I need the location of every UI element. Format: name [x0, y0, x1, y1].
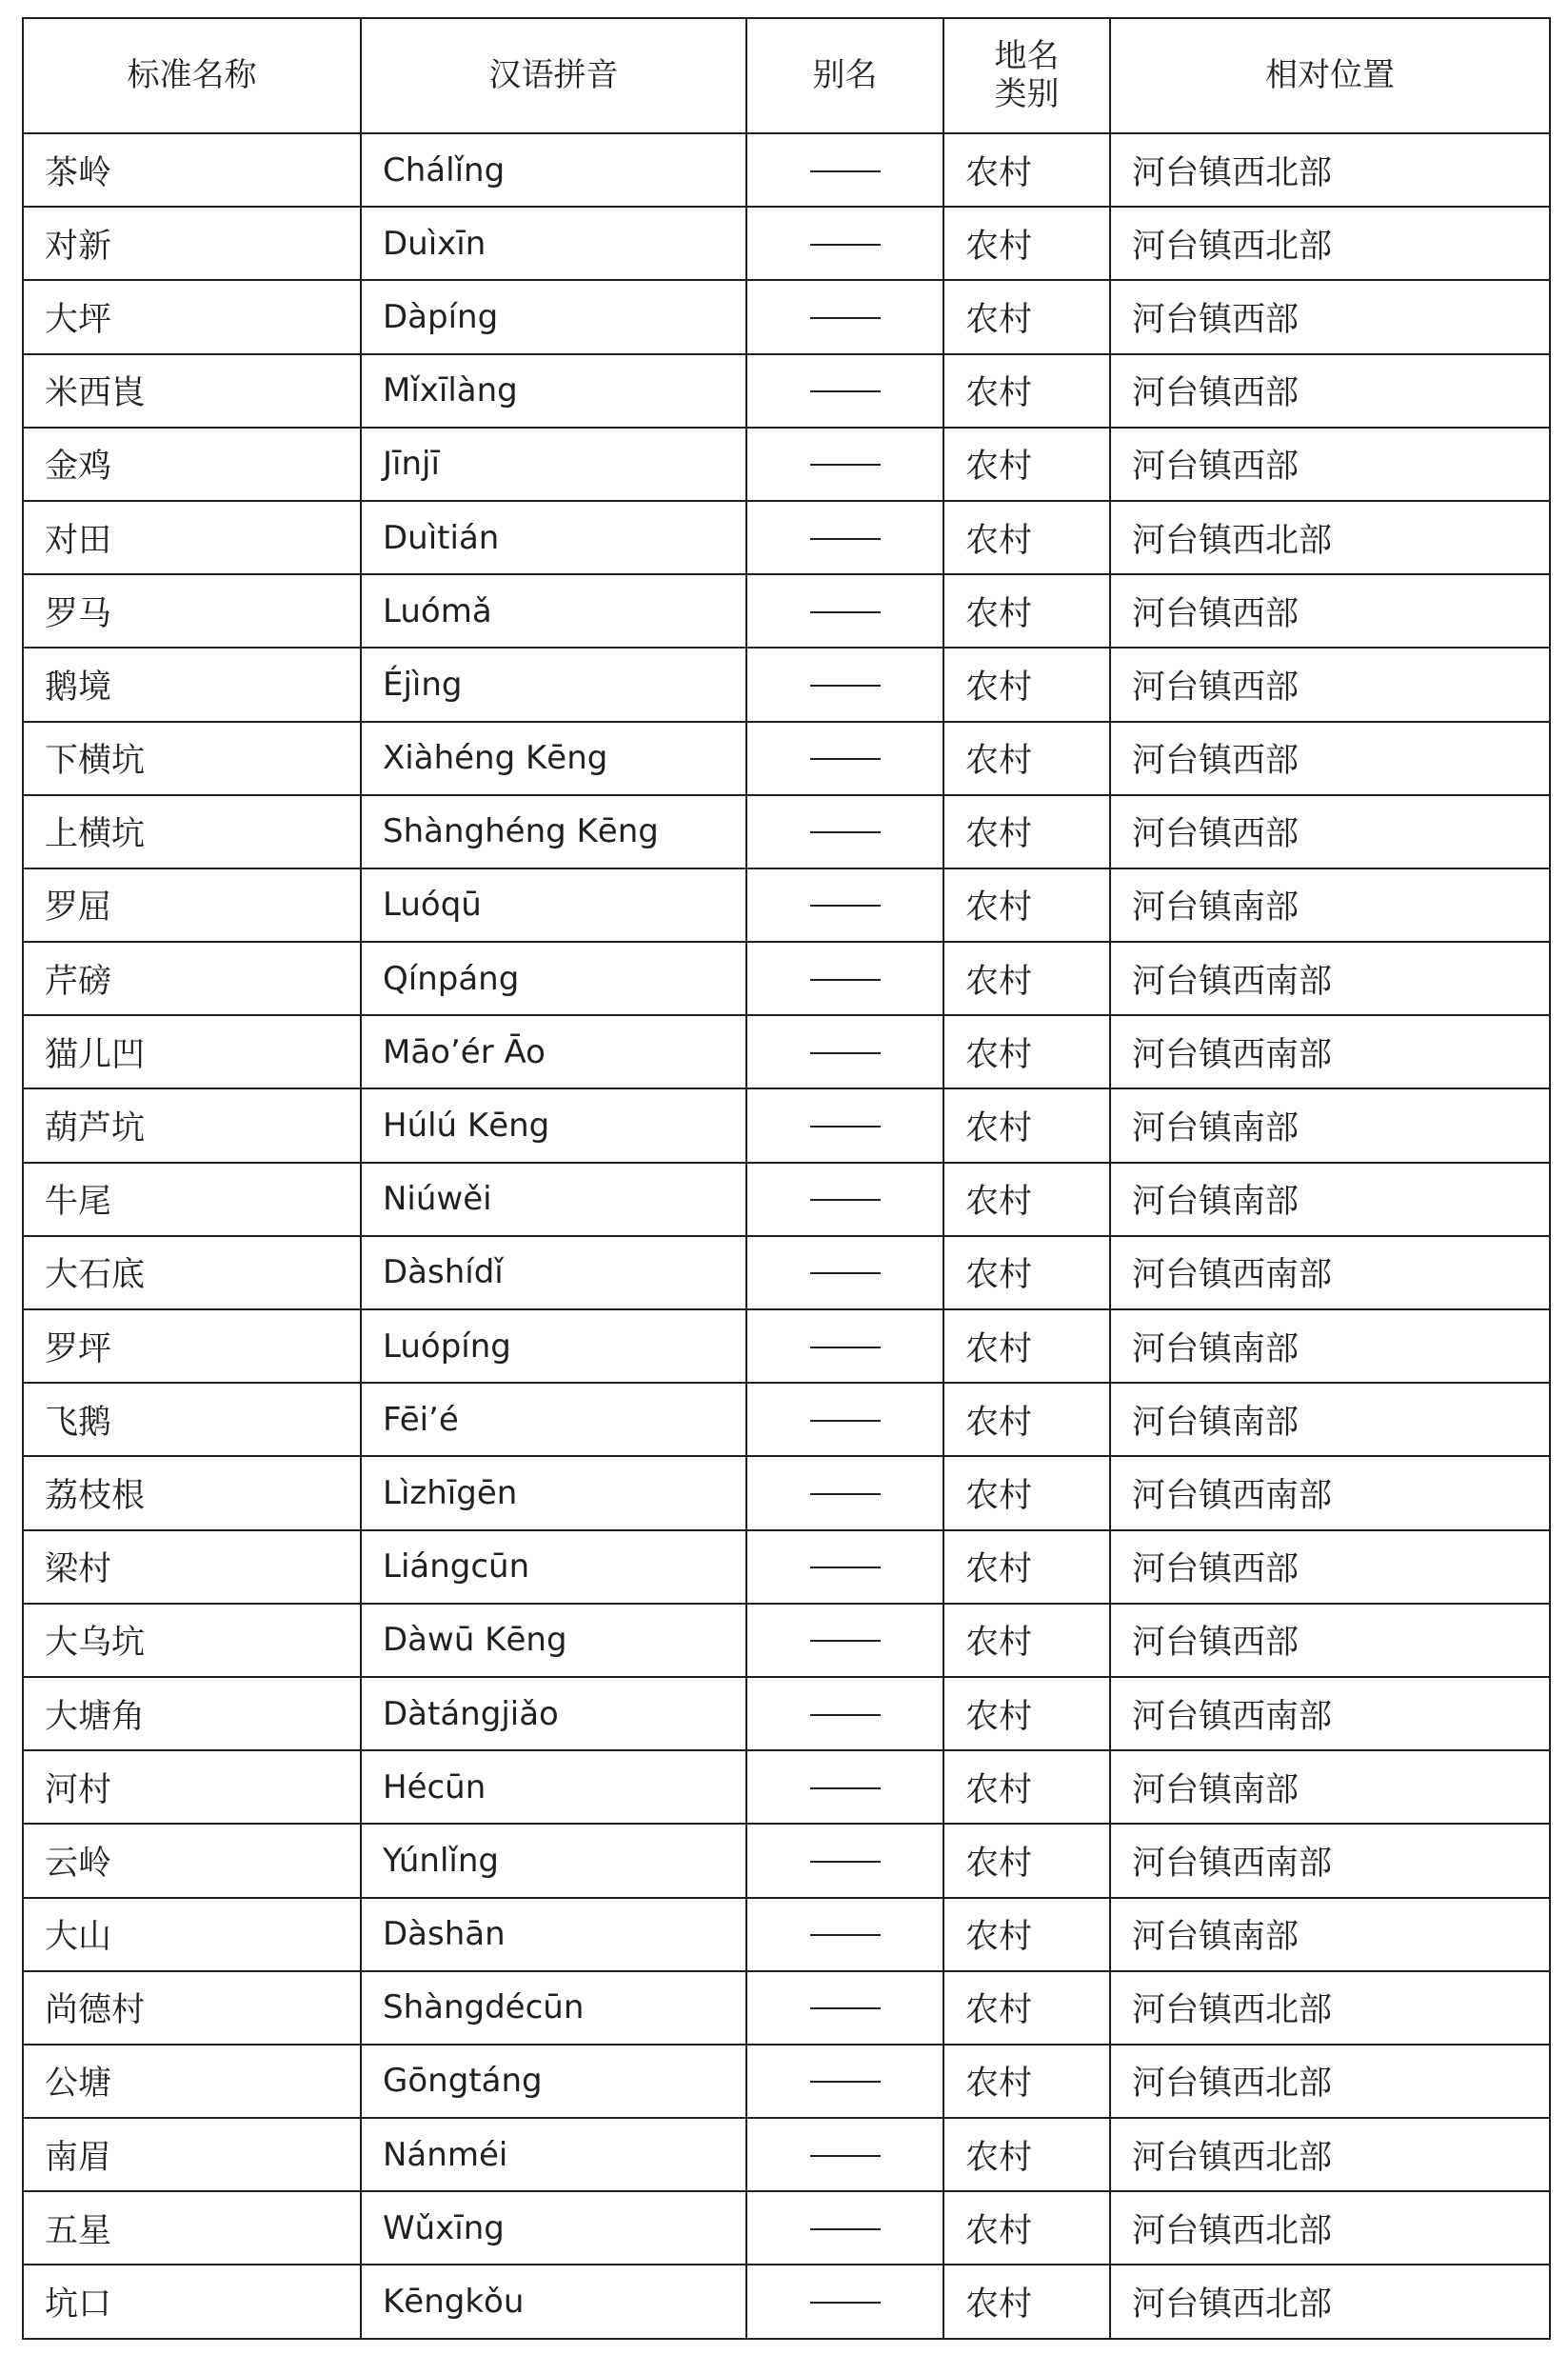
cell-alias	[746, 2118, 943, 2191]
cell-category: 农村	[943, 648, 1110, 721]
alias-dash	[810, 1714, 881, 1716]
cell-alias	[746, 1824, 943, 1897]
table-row	[23, 1309, 1550, 1383]
table-row	[23, 1750, 1550, 1824]
header-category-line2: 类别	[994, 74, 1060, 113]
table-row	[23, 1677, 1550, 1750]
cell-standard-name: 梁村	[23, 1530, 361, 1604]
alias-dash	[810, 317, 881, 319]
cell-pinyin: Māo’ér Āo	[361, 1015, 746, 1088]
cell-pinyin: Mǐxīlàng	[361, 354, 746, 428]
cell-location: 河台镇西南部	[1110, 1015, 1550, 1088]
alias-dash	[810, 979, 881, 981]
cell-alias	[746, 354, 943, 428]
cell-category: 农村	[943, 942, 1110, 1015]
cell-pinyin: Dàtángjiǎo	[361, 1677, 746, 1750]
cell-location: 河台镇西北部	[1110, 1971, 1550, 2045]
cell-alias	[746, 428, 943, 501]
cell-location: 河台镇西部	[1110, 722, 1550, 795]
cell-pinyin: Gōngtáng	[361, 2045, 746, 2118]
table-row	[23, 1163, 1550, 1236]
alias-dash	[810, 611, 881, 613]
cell-location: 河台镇西南部	[1110, 1824, 1550, 1897]
cell-location: 河台镇西部	[1110, 795, 1550, 868]
cell-alias	[746, 1750, 943, 1824]
cell-alias	[746, 2265, 943, 2338]
cell-pinyin: Dàshān	[361, 1898, 746, 1971]
cell-location: 河台镇南部	[1110, 868, 1550, 942]
cell-category: 农村	[943, 1677, 1110, 1750]
cell-location: 河台镇西部	[1110, 574, 1550, 648]
cell-location: 河台镇西北部	[1110, 2118, 1550, 2191]
alias-dash	[810, 1420, 881, 1422]
cell-standard-name: 坑口	[23, 2265, 361, 2338]
cell-alias	[746, 795, 943, 868]
alias-dash	[810, 831, 881, 833]
cell-alias	[746, 868, 943, 942]
cell-location: 河台镇西北部	[1110, 133, 1550, 207]
cell-category: 农村	[943, 1530, 1110, 1604]
table-row	[23, 1530, 1550, 1604]
cell-category: 农村	[943, 795, 1110, 868]
alias-dash	[810, 1640, 881, 1642]
table-row	[23, 1604, 1550, 1677]
cell-standard-name: 大山	[23, 1898, 361, 1971]
alias-dash	[810, 1934, 881, 1936]
cell-standard-name: 茶岭	[23, 133, 361, 207]
cell-standard-name: 葫芦坑	[23, 1088, 361, 1162]
cell-alias	[746, 207, 943, 280]
cell-pinyin: Yúnlǐng	[361, 1824, 746, 1897]
cell-alias	[746, 1898, 943, 1971]
cell-category: 农村	[943, 1088, 1110, 1162]
cell-pinyin: Chálǐng	[361, 133, 746, 207]
cell-alias	[746, 1236, 943, 1309]
cell-pinyin: Qínpáng	[361, 942, 746, 1015]
cell-standard-name: 荔枝根	[23, 1456, 361, 1529]
cell-alias	[746, 1677, 943, 1750]
alias-dash	[810, 2228, 881, 2230]
cell-alias	[746, 1456, 943, 1529]
cell-pinyin: Fēi’é	[361, 1383, 746, 1456]
alias-dash	[810, 170, 881, 172]
cell-standard-name: 金鸡	[23, 428, 361, 501]
alias-dash	[810, 538, 881, 540]
cell-alias	[746, 1971, 943, 2045]
header-location: 相对位置	[1110, 18, 1550, 133]
cell-alias	[746, 1309, 943, 1383]
table-row	[23, 722, 1550, 795]
header-standard-name: 标准名称	[23, 18, 361, 133]
cell-alias	[746, 942, 943, 1015]
cell-alias	[746, 2191, 943, 2265]
table-row	[23, 280, 1550, 353]
cell-pinyin: Shànghéng Kēng	[361, 795, 746, 868]
cell-standard-name: 五星	[23, 2191, 361, 2265]
cell-pinyin: Duìxīn	[361, 207, 746, 280]
alias-dash	[810, 2081, 881, 2083]
cell-standard-name: 芹磅	[23, 942, 361, 1015]
table-row	[23, 354, 1550, 428]
cell-standard-name: 下横坑	[23, 722, 361, 795]
table-row	[23, 648, 1550, 721]
cell-location: 河台镇西部	[1110, 280, 1550, 353]
cell-standard-name: 米西崀	[23, 354, 361, 428]
cell-location: 河台镇南部	[1110, 1383, 1550, 1456]
cell-alias	[746, 1163, 943, 1236]
cell-location: 河台镇西南部	[1110, 942, 1550, 1015]
table-row	[23, 1088, 1550, 1162]
cell-standard-name: 鹅境	[23, 648, 361, 721]
cell-location: 河台镇南部	[1110, 1309, 1550, 1383]
alias-dash	[810, 1199, 881, 1201]
cell-location: 河台镇南部	[1110, 1088, 1550, 1162]
cell-pinyin: Jīnjī	[361, 428, 746, 501]
cell-pinyin: Duìtián	[361, 501, 746, 574]
cell-location: 河台镇西北部	[1110, 2191, 1550, 2265]
table-row	[23, 2118, 1550, 2191]
cell-location: 河台镇南部	[1110, 1750, 1550, 1824]
alias-dash	[810, 1567, 881, 1568]
cell-location: 河台镇西部	[1110, 1530, 1550, 1604]
cell-location: 河台镇西北部	[1110, 207, 1550, 280]
cell-category: 农村	[943, 1750, 1110, 1824]
cell-location: 河台镇西北部	[1110, 2045, 1550, 2118]
table-body	[23, 133, 1550, 2339]
cell-standard-name: 上横坑	[23, 795, 361, 868]
header-row	[23, 18, 1550, 133]
cell-pinyin: Dàshídǐ	[361, 1236, 746, 1309]
alias-dash	[810, 758, 881, 760]
alias-dash	[810, 390, 881, 392]
cell-standard-name: 罗屈	[23, 868, 361, 942]
cell-pinyin: Éjìng	[361, 648, 746, 721]
table-row	[23, 574, 1550, 648]
cell-standard-name: 罗坪	[23, 1309, 361, 1383]
cell-alias	[746, 1604, 943, 1677]
table-row	[23, 428, 1550, 501]
table-header	[23, 18, 1550, 133]
table-row	[23, 795, 1550, 868]
cell-pinyin: Niúwěi	[361, 1163, 746, 1236]
cell-standard-name: 大坪	[23, 280, 361, 353]
table-row	[23, 1383, 1550, 1456]
cell-pinyin: Wǔxīng	[361, 2191, 746, 2265]
cell-location: 河台镇西部	[1110, 354, 1550, 428]
cell-pinyin: Xiàhéng Kēng	[361, 722, 746, 795]
cell-pinyin: Dàpíng	[361, 280, 746, 353]
cell-standard-name: 尚德村	[23, 1971, 361, 2045]
alias-dash	[810, 1126, 881, 1128]
cell-category: 农村	[943, 1236, 1110, 1309]
alias-dash	[810, 1347, 881, 1348]
cell-standard-name: 云岭	[23, 1824, 361, 1897]
cell-category: 农村	[943, 207, 1110, 280]
alias-dash	[810, 1272, 881, 1274]
cell-category: 农村	[943, 1898, 1110, 1971]
cell-location: 河台镇西南部	[1110, 1456, 1550, 1529]
cell-location: 河台镇西部	[1110, 428, 1550, 501]
cell-location: 河台镇西北部	[1110, 501, 1550, 574]
cell-category: 农村	[943, 868, 1110, 942]
cell-location: 河台镇西北部	[1110, 2265, 1550, 2338]
table-row	[23, 1824, 1550, 1897]
table-row	[23, 1236, 1550, 1309]
table-row	[23, 133, 1550, 207]
cell-category: 农村	[943, 2191, 1110, 2265]
cell-pinyin: Lìzhīgēn	[361, 1456, 746, 1529]
cell-pinyin: Shàngdécūn	[361, 1971, 746, 2045]
cell-standard-name: 对新	[23, 207, 361, 280]
cell-category: 农村	[943, 280, 1110, 353]
cell-category: 农村	[943, 2265, 1110, 2338]
cell-location: 河台镇西南部	[1110, 1677, 1550, 1750]
cell-alias	[746, 1530, 943, 1604]
cell-pinyin: Luópíng	[361, 1309, 746, 1383]
cell-category: 农村	[943, 1163, 1110, 1236]
alias-dash	[810, 905, 881, 907]
cell-category: 农村	[943, 1015, 1110, 1088]
cell-category: 农村	[943, 1604, 1110, 1677]
cell-pinyin: Kēngkǒu	[361, 2265, 746, 2338]
cell-standard-name: 河村	[23, 1750, 361, 1824]
cell-pinyin: Dàwū Kēng	[361, 1604, 746, 1677]
cell-category: 农村	[943, 133, 1110, 207]
cell-alias	[746, 280, 943, 353]
table-row	[23, 1015, 1550, 1088]
table-row	[23, 942, 1550, 1015]
cell-standard-name: 大乌坑	[23, 1604, 361, 1677]
cell-category: 农村	[943, 501, 1110, 574]
cell-pinyin: Húlú Kēng	[361, 1088, 746, 1162]
cell-location: 河台镇南部	[1110, 1898, 1550, 1971]
table-row	[23, 2191, 1550, 2265]
cell-category: 农村	[943, 354, 1110, 428]
cell-standard-name: 猫儿凹	[23, 1015, 361, 1088]
cell-standard-name: 大石底	[23, 1236, 361, 1309]
alias-dash	[810, 1493, 881, 1495]
cell-standard-name: 公塘	[23, 2045, 361, 2118]
alias-dash	[810, 464, 881, 466]
cell-location: 河台镇西部	[1110, 648, 1550, 721]
cell-standard-name: 南眉	[23, 2118, 361, 2191]
header-category	[943, 18, 1110, 133]
cell-category: 农村	[943, 2118, 1110, 2191]
table-row	[23, 207, 1550, 280]
cell-location: 河台镇西部	[1110, 1604, 1550, 1677]
cell-standard-name: 大塘角	[23, 1677, 361, 1750]
cell-alias	[746, 722, 943, 795]
table-row	[23, 2265, 1550, 2338]
cell-category: 农村	[943, 1824, 1110, 1897]
place-name-table-container	[22, 17, 1551, 2340]
cell-pinyin: Hécūn	[361, 1750, 746, 1824]
cell-standard-name: 飞鹅	[23, 1383, 361, 1456]
table-row	[23, 501, 1550, 574]
cell-pinyin: Nánméi	[361, 2118, 746, 2191]
alias-dash	[810, 1861, 881, 1863]
place-name-table	[22, 17, 1551, 2340]
cell-alias	[746, 1383, 943, 1456]
cell-pinyin: Luóqū	[361, 868, 746, 942]
alias-dash	[810, 685, 881, 687]
cell-standard-name: 对田	[23, 501, 361, 574]
table-row	[23, 868, 1550, 942]
cell-alias	[746, 1015, 943, 1088]
cell-location: 河台镇西南部	[1110, 1236, 1550, 1309]
cell-alias	[746, 1088, 943, 1162]
header-category-line1: 地名	[994, 37, 1060, 76]
cell-standard-name: 牛尾	[23, 1163, 361, 1236]
cell-location: 河台镇南部	[1110, 1163, 1550, 1236]
cell-category: 农村	[943, 1971, 1110, 2045]
cell-alias	[746, 648, 943, 721]
cell-category: 农村	[943, 428, 1110, 501]
alias-dash	[810, 1052, 881, 1054]
cell-standard-name: 罗马	[23, 574, 361, 648]
cell-alias	[746, 501, 943, 574]
cell-alias	[746, 133, 943, 207]
table-row	[23, 2045, 1550, 2118]
table-row	[23, 1971, 1550, 2045]
cell-category: 农村	[943, 722, 1110, 795]
header-alias: 别名	[746, 18, 943, 133]
cell-category: 农村	[943, 2045, 1110, 2118]
table-row	[23, 1898, 1550, 1971]
table-row	[23, 1456, 1550, 1529]
cell-category: 农村	[943, 1309, 1110, 1383]
cell-alias	[746, 2045, 943, 2118]
cell-alias	[746, 574, 943, 648]
cell-category: 农村	[943, 1383, 1110, 1456]
alias-dash	[810, 2007, 881, 2009]
cell-category: 农村	[943, 574, 1110, 648]
alias-dash	[810, 2155, 881, 2157]
header-pinyin: 汉语拼音	[361, 18, 746, 133]
cell-category: 农村	[943, 1456, 1110, 1529]
alias-dash	[810, 1787, 881, 1789]
alias-dash	[810, 244, 881, 246]
cell-pinyin: Liángcūn	[361, 1530, 746, 1604]
alias-dash	[810, 2302, 881, 2304]
cell-pinyin: Luómǎ	[361, 574, 746, 648]
